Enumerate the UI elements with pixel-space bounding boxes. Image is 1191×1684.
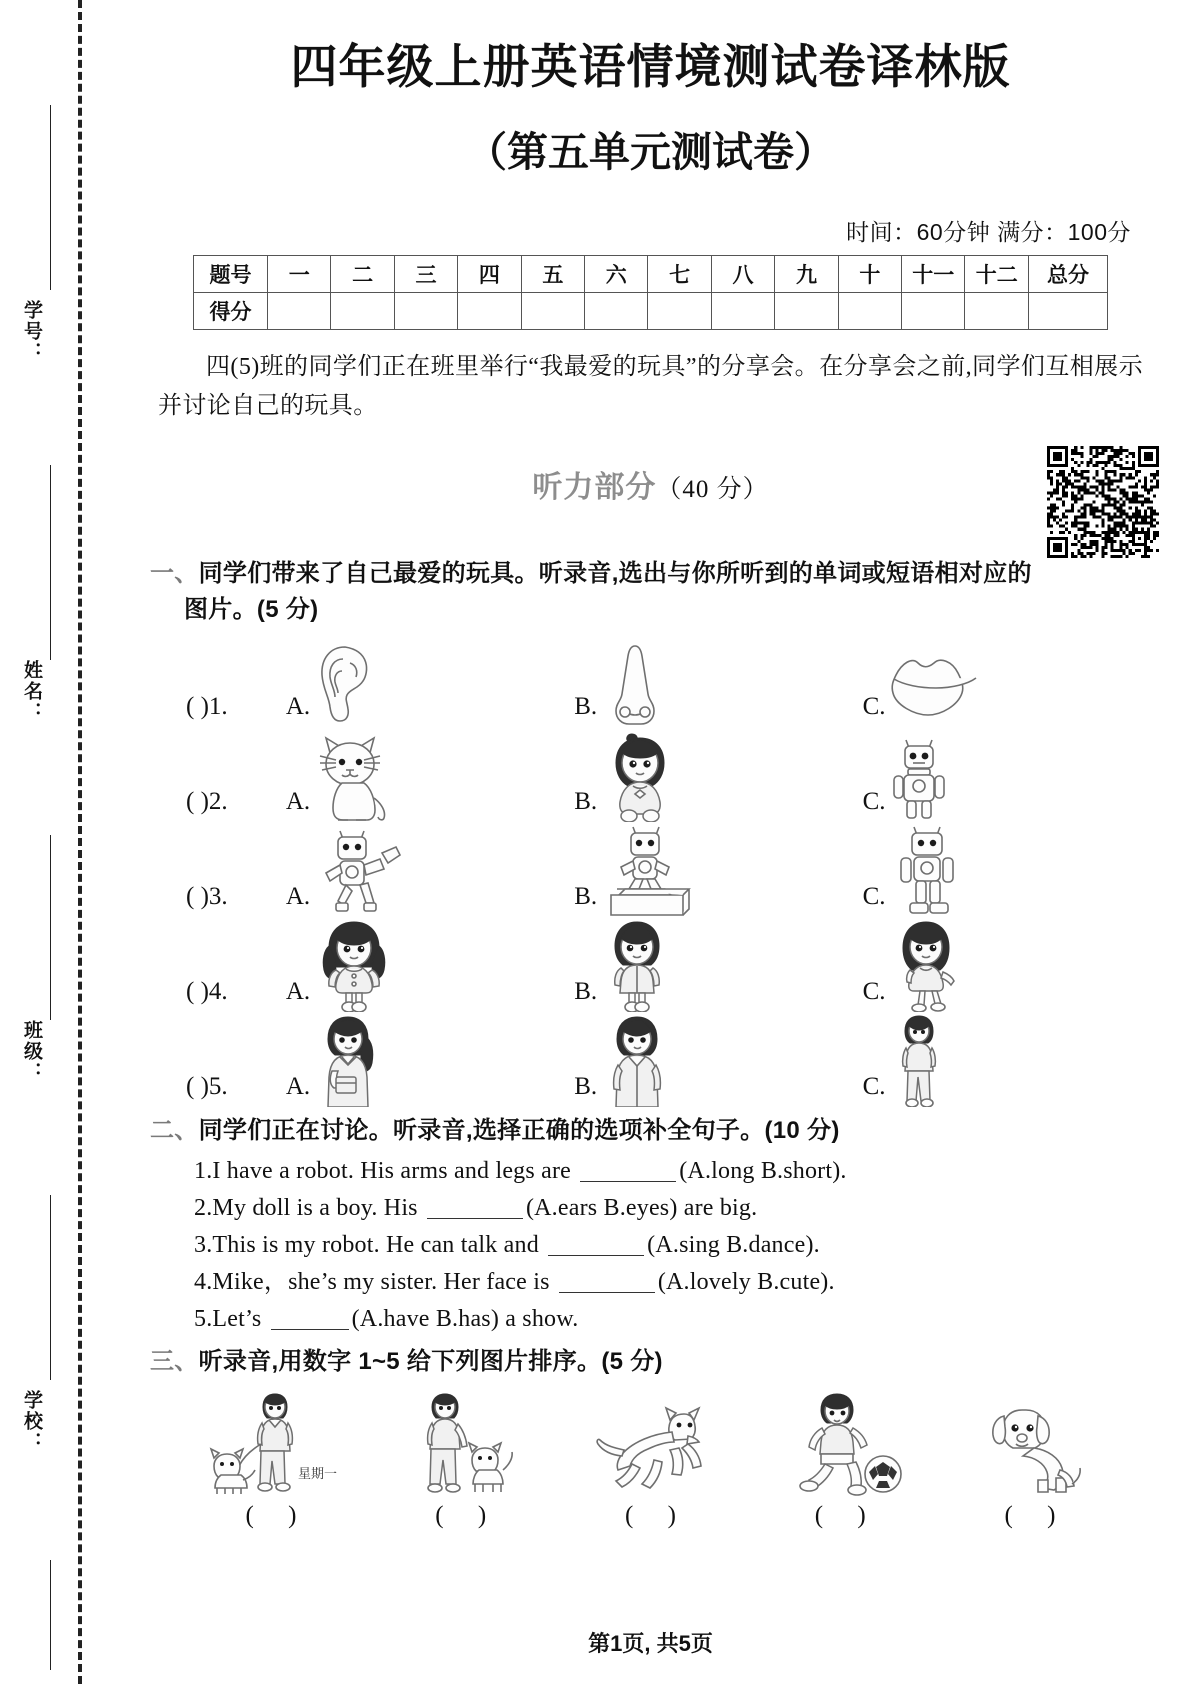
table-row-question-numbers bbox=[194, 255, 1108, 292]
order-item-5 bbox=[945, 1392, 1129, 1496]
option-5b[interactable] bbox=[574, 1015, 862, 1107]
option-letter: C. bbox=[862, 882, 886, 910]
option-letter: C. bbox=[862, 692, 886, 720]
rail-divider-4 bbox=[50, 1195, 51, 1380]
boy-walking-dog-icon bbox=[186, 1392, 370, 1496]
sentence-blank-4[interactable] bbox=[559, 1292, 655, 1293]
nose-icon bbox=[599, 635, 671, 727]
rail-divider-3 bbox=[50, 835, 51, 1020]
col-7: 七 bbox=[648, 255, 711, 292]
sentence-before: This is my robot. He can talk and bbox=[212, 1231, 539, 1258]
sentence-1 bbox=[194, 1153, 1151, 1190]
option-4b[interactable] bbox=[574, 920, 862, 1012]
row-header-score: 得分 bbox=[194, 292, 268, 329]
col-total: 总分 bbox=[1029, 255, 1108, 292]
option-2c[interactable] bbox=[863, 730, 1151, 822]
scenario-intro: 四(5)班的同学们正在班里举行“我最爱的玩具”的分享会。在分享会之前,同学们互相展示并讨论自己的玩具。 bbox=[158, 353, 1143, 419]
sentence-blank-5[interactable] bbox=[271, 1329, 349, 1330]
score-cell-12[interactable] bbox=[965, 292, 1029, 329]
answer-blank-2[interactable]: ( )2. bbox=[186, 787, 228, 815]
score-cell-5[interactable] bbox=[521, 292, 584, 329]
cat-icon bbox=[312, 730, 398, 822]
option-letter: C. bbox=[862, 977, 886, 1005]
sentence-3 bbox=[194, 1227, 1151, 1264]
option-5c[interactable] bbox=[863, 1015, 1151, 1107]
col-5: 五 bbox=[521, 255, 584, 292]
option-letter: B. bbox=[574, 1072, 598, 1100]
sentence-before: Mike，she’s my sister. Her face is bbox=[212, 1269, 550, 1296]
score-cell-9[interactable] bbox=[775, 292, 838, 329]
field-label-student-id: 学号： bbox=[21, 300, 42, 363]
section-two-number: 二、 bbox=[150, 1116, 199, 1144]
sentence-after: (A.ears B.eyes) are big. bbox=[525, 1194, 758, 1221]
col-6: 六 bbox=[585, 255, 648, 292]
score-table bbox=[193, 255, 1108, 330]
option-3b[interactable] bbox=[574, 825, 862, 917]
answer-blank-4[interactable]: ( )4. bbox=[186, 977, 228, 1005]
col-1: 一 bbox=[268, 255, 331, 292]
option-letter: A. bbox=[285, 692, 311, 720]
girl-student-icon bbox=[312, 1015, 390, 1107]
section-one-text-line2: 图片。(5 分) bbox=[184, 595, 319, 623]
sentence-blank-3[interactable] bbox=[548, 1255, 644, 1256]
section-one-heading bbox=[150, 556, 1151, 628]
exam-meta: 时间：60分钟 满分：100分 bbox=[846, 218, 1131, 245]
option-5a[interactable] bbox=[286, 1015, 574, 1107]
sentence-before: Let’s bbox=[212, 1306, 262, 1333]
section-three-text: 听录音,用数字 1~5 给下列图片排序。(5 分) bbox=[198, 1348, 663, 1376]
score-cell-2[interactable] bbox=[331, 292, 394, 329]
sentence-blank-1[interactable] bbox=[580, 1181, 676, 1182]
listening-banner-label: 听力部分 bbox=[532, 470, 657, 504]
order-answer-1[interactable]: ( ) bbox=[245, 1502, 311, 1530]
option-letter: B. bbox=[574, 692, 598, 720]
section-three-heading bbox=[150, 1344, 1151, 1380]
table-row-scores bbox=[194, 292, 1108, 329]
boy-with-dog-icon bbox=[376, 1392, 560, 1496]
col-11: 十一 bbox=[902, 255, 965, 292]
order-answer-3[interactable]: ( ) bbox=[625, 1502, 690, 1530]
field-label-class: 班级： bbox=[21, 1020, 42, 1083]
option-3a[interactable] bbox=[286, 825, 574, 917]
dashed-fold-line bbox=[78, 0, 82, 1684]
robot-icon bbox=[888, 730, 950, 822]
order-item-1 bbox=[186, 1392, 370, 1496]
sentence-number: 3. bbox=[194, 1231, 213, 1258]
page-title: 四年级上册英语情境测试卷译林版 bbox=[290, 40, 1011, 93]
binding-rail bbox=[0, 0, 110, 1684]
boy-standing-icon bbox=[888, 1015, 950, 1107]
section-three-number: 三、 bbox=[150, 1348, 199, 1376]
section-two-text: 同学们正在讨论。听录音,选择正确的选项补全句子。(10 分) bbox=[198, 1116, 840, 1144]
question-5-row bbox=[150, 1012, 1151, 1107]
option-2a[interactable] bbox=[286, 730, 574, 822]
col-12: 十二 bbox=[965, 255, 1029, 292]
question-3-row bbox=[150, 822, 1151, 917]
sentence-4 bbox=[194, 1264, 1151, 1301]
robot-on-box-icon bbox=[599, 825, 695, 917]
option-letter: A. bbox=[285, 977, 311, 1005]
sentence-number: 2. bbox=[194, 1194, 213, 1221]
option-2b[interactable] bbox=[574, 730, 862, 822]
sentence-number: 5. bbox=[194, 1306, 213, 1333]
option-letter: C. bbox=[862, 787, 886, 815]
robot-dancing-icon bbox=[312, 825, 408, 917]
col-3: 三 bbox=[394, 255, 457, 292]
running-dog-icon bbox=[566, 1392, 750, 1496]
qr-code[interactable] bbox=[1047, 446, 1159, 558]
sentence-after: (A.sing B.dance). bbox=[647, 1231, 820, 1258]
score-cell-11[interactable] bbox=[902, 292, 965, 329]
question-1-row bbox=[150, 632, 1151, 727]
sentence-5 bbox=[194, 1301, 1151, 1338]
rail-divider-2 bbox=[50, 465, 51, 660]
option-letter: B. bbox=[574, 977, 598, 1005]
order-answer-5[interactable]: ( ) bbox=[1004, 1502, 1070, 1530]
col-2: 二 bbox=[331, 255, 394, 292]
option-4c[interactable] bbox=[863, 920, 1151, 1012]
sentence-blank-2[interactable] bbox=[427, 1218, 523, 1219]
puppy-icon bbox=[945, 1392, 1129, 1496]
option-letter: B. bbox=[574, 882, 598, 910]
option-letter: B. bbox=[574, 787, 598, 815]
doll-girl-icon bbox=[599, 730, 681, 822]
weekday-caption: 星期一 bbox=[298, 1466, 338, 1482]
row-header-question: 题号 bbox=[194, 255, 268, 292]
sentence-after: (A.have B.has) a show. bbox=[351, 1306, 579, 1333]
col-9: 九 bbox=[775, 255, 838, 292]
section-three-answer-row bbox=[150, 1496, 1151, 1530]
answer-blank-1[interactable]: ( )1. bbox=[186, 692, 228, 720]
section-two-heading bbox=[150, 1113, 1151, 1149]
sentence-after: (A.long B.short). bbox=[679, 1157, 847, 1184]
ear-icon bbox=[312, 635, 374, 727]
field-label-name: 姓名： bbox=[21, 660, 42, 723]
page-content bbox=[110, 0, 1191, 1684]
sentence-number: 1. bbox=[194, 1157, 213, 1184]
col-10: 十 bbox=[838, 255, 901, 292]
boy-playing-football-icon bbox=[755, 1392, 939, 1496]
boy-student-icon bbox=[599, 1015, 677, 1107]
option-letter: C. bbox=[862, 1072, 886, 1100]
order-item-3 bbox=[566, 1392, 750, 1496]
question-2-row bbox=[150, 727, 1151, 822]
option-letter: A. bbox=[285, 787, 311, 815]
option-4a[interactable] bbox=[286, 920, 574, 1012]
field-label-school: 学校： bbox=[21, 1390, 42, 1453]
score-cell-8[interactable] bbox=[711, 292, 774, 329]
score-cell-10[interactable] bbox=[838, 292, 901, 329]
option-1a[interactable] bbox=[286, 635, 574, 727]
option-1b[interactable] bbox=[574, 635, 862, 727]
sentence-before: My doll is a boy. His bbox=[212, 1194, 418, 1221]
rail-divider-1 bbox=[50, 105, 51, 290]
order-item-4 bbox=[755, 1392, 939, 1496]
score-cell-3[interactable] bbox=[394, 292, 457, 329]
option-letter: A. bbox=[285, 1072, 311, 1100]
score-cell-7[interactable] bbox=[648, 292, 711, 329]
listening-banner-points: （40 分） bbox=[656, 475, 769, 503]
section-one-number: 一、 bbox=[150, 559, 199, 587]
girl-doll-pigtails-icon bbox=[312, 920, 396, 1012]
sentence-after: (A.lovely B.cute). bbox=[657, 1269, 835, 1296]
sentence-number: 4. bbox=[194, 1269, 213, 1296]
section-one-text-line1: 同学们带来了自己最爱的玩具。听录音,选出与你所听到的单词或短语相对应的 bbox=[198, 559, 1032, 587]
order-answer-2[interactable]: ( ) bbox=[435, 1502, 501, 1530]
order-answer-4[interactable]: ( ) bbox=[814, 1502, 880, 1530]
listening-banner-row bbox=[150, 440, 1151, 550]
page-subtitle: （第五单元测试卷） bbox=[466, 128, 835, 175]
order-item-2 bbox=[376, 1392, 560, 1496]
option-1c[interactable] bbox=[863, 635, 1151, 727]
answer-blank-3[interactable]: ( )3. bbox=[186, 882, 228, 910]
score-cell-total[interactable] bbox=[1029, 292, 1108, 329]
sentence-before: I have a robot. His arms and legs are bbox=[212, 1157, 572, 1184]
robot-walking-icon bbox=[888, 825, 966, 917]
option-letter: A. bbox=[285, 882, 311, 910]
section-two-sentences bbox=[150, 1153, 1151, 1339]
col-8: 八 bbox=[711, 255, 774, 292]
answer-blank-5[interactable]: ( )5. bbox=[186, 1072, 228, 1100]
section-three-images bbox=[150, 1384, 1151, 1496]
question-4-row bbox=[150, 917, 1151, 1012]
listening-banner bbox=[150, 462, 1151, 506]
boy-doll-icon bbox=[599, 920, 675, 1012]
option-3c[interactable] bbox=[863, 825, 1151, 917]
girl-walking-icon bbox=[888, 920, 972, 1012]
rail-divider-5 bbox=[50, 1560, 51, 1670]
sentence-2 bbox=[194, 1190, 1151, 1227]
page-footer: 第1页, 共5页 bbox=[588, 1631, 713, 1656]
col-4: 四 bbox=[458, 255, 521, 292]
score-cell-1[interactable] bbox=[268, 292, 331, 329]
mouth-icon bbox=[888, 635, 984, 727]
score-cell-6[interactable] bbox=[585, 292, 648, 329]
score-cell-4[interactable] bbox=[458, 292, 521, 329]
